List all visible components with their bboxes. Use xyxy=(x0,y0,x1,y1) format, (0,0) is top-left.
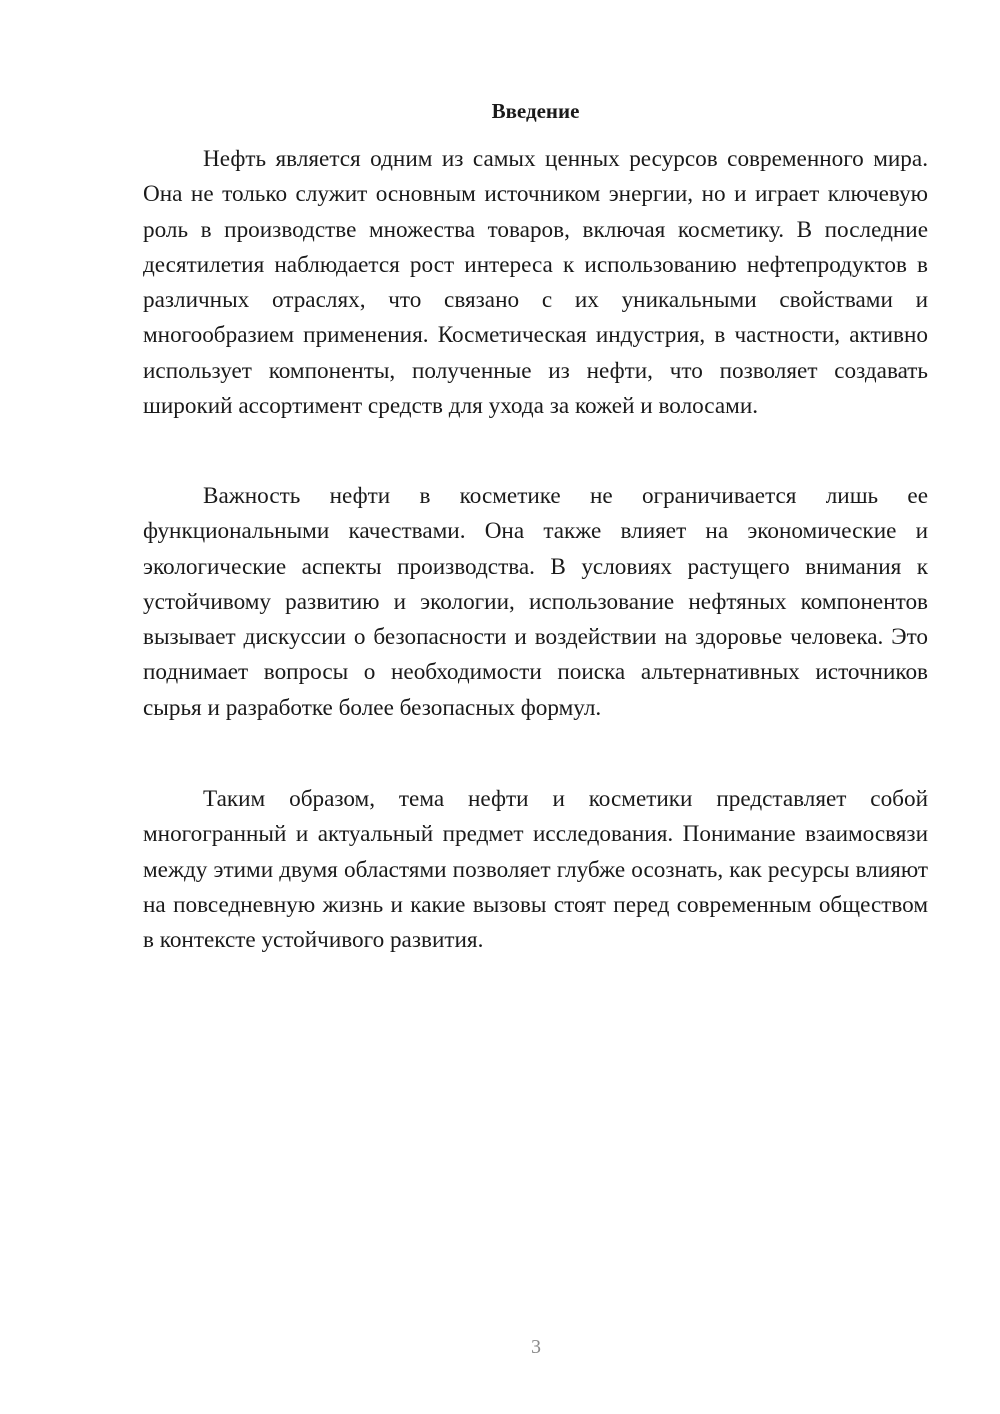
paragraph-2: Важность нефти в косметике не ограничивается лишь ее функциональными качествами. Она также влияет на экономические и экологические аспекты производства. В условиях растущего внимания к устойчивому развитию и экологии, использование нефтяных компонентов вызывает дискуссии о безопасности и воздействии на здоровье человека. Это поднимает вопросы о необходимости поиска альтернативных источников сырья и разработке более безопасных формул. xyxy=(143,483,928,721)
heading-container xyxy=(143,97,928,125)
section-heading: Введение xyxy=(491,99,580,123)
paragraph-1: Нефть является одним из самых ценных ресурсов современного мира. Она не только служит основным источником энергии, но и играет ключевую роль в производстве множества товаров, включая косметику. В последние десятилетия наблюдается рост интереса к использованию нефтепродуктов в различных отраслях, что связано с их уникальными свойствами и многообразием применения. Косметическая индустрия, в частности, активно использует компоненты, полученные из нефти, что позволяет создавать широкий ассортимент средств для ухода за кожей и волосами. xyxy=(143,146,928,420)
page-number: 3 xyxy=(531,1336,541,1358)
paragraph-3: Таким образом, тема нефти и косметики представляет собой многогранный и актуальный предмет исследования. Понимание взаимосвязи между этими двумя областями позволяет глубже осознать, как ресурсы влияют на повседневную жизнь и какие вызовы стоят перед современным обществом в контексте устойчивого развития. xyxy=(143,786,928,954)
